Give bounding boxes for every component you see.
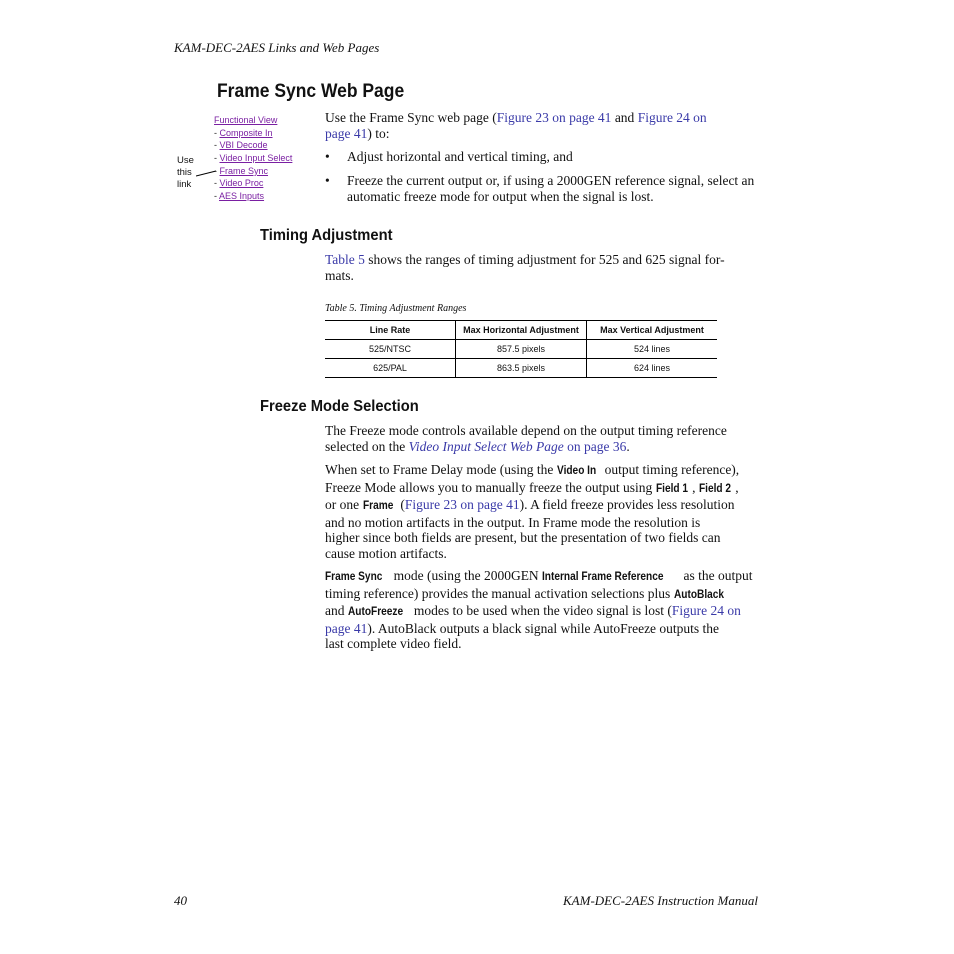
figure-24-link-2-cont[interactable]: page 41 xyxy=(325,620,368,636)
freeze-paragraph-2: When set to Frame Delay mode (using the Video In output timing reference), Freeze Mode allows you to manually freeze the output using Field 1 , Field 2 , or one Frame (Figure 23 on page 41). A field freeze provides less resolution and no motion artifacts in the output. In Frame mode the resolution is higher since both fields are present, but the presentation of two fields can cause motion artifacts. xyxy=(325,462,740,561)
video-input-select-link[interactable]: Video Input Select Web Page xyxy=(408,438,564,454)
manual-title: KAM-DEC-2AES Instruction Manual xyxy=(563,893,758,908)
timing-table xyxy=(325,320,717,378)
table-caption: Table 5. Timing Adjustment Ranges xyxy=(325,303,467,314)
timing-heading: Timing Adjustment xyxy=(260,227,393,244)
running-head: KAM-DEC-2AES Links and Web Pages xyxy=(174,40,380,55)
pointer-line xyxy=(196,168,218,178)
timing-paragraph: Table 5 shows the ranges of timing adjustment for 525 and 625 signal for- mats. xyxy=(325,252,725,283)
figure-24-link-cont[interactable]: page 41 xyxy=(325,125,368,141)
col-header: Max Vertical Adjustment xyxy=(587,321,718,340)
table-cell: 525/NTSC xyxy=(325,340,456,359)
figure-23-link-2[interactable]: Figure 23 on page 41 xyxy=(404,497,520,513)
table-row xyxy=(325,359,717,378)
col-header: Max Horizontal Adjustment xyxy=(456,321,587,340)
table-header-row xyxy=(325,321,717,340)
table-cell: 863.5 pixels xyxy=(456,359,587,378)
intro-paragraph: Use the Frame Sync web page (Figure 23 on page 41 and Figure 24 on page 41) to: xyxy=(325,110,707,141)
use-this-link-label: Use this link xyxy=(177,155,194,190)
freeze-heading: Freeze Mode Selection xyxy=(260,398,419,415)
page-heading: Frame Sync Web Page xyxy=(217,81,405,102)
table-cell: 524 lines xyxy=(587,340,718,359)
freeze-paragraph-3: Frame Sync mode (using the 2000GEN Internal Frame Reference as the output timing reference) provides the manual activation selections plus AutoBlack and AutoFreeze modes to be used when the video signal is lost (Figure 24 on page 41). AutoBlack outputs a black signal while AutoFreeze outputs the last complete video field. xyxy=(325,568,753,652)
figure-24-link[interactable]: Figure 24 on xyxy=(637,110,707,125)
nav-composite-in-link[interactable]: Composite In xyxy=(219,128,273,138)
nav-vbi-decode-link[interactable]: VBI Decode xyxy=(219,140,268,150)
table-cell: 624 lines xyxy=(587,359,718,378)
table-row xyxy=(325,340,717,359)
page-36-link[interactable]: on page 36 xyxy=(563,438,627,454)
table-cell: 625/PAL xyxy=(325,359,456,378)
nav-aes-inputs-link[interactable]: AES Inputs xyxy=(219,191,265,201)
table-5-link[interactable]: Table 5 xyxy=(325,252,365,267)
nav-functional-view-link[interactable]: Functional View xyxy=(214,115,278,125)
table-cell: 857.5 pixels xyxy=(456,340,587,359)
nav-frame-sync-link[interactable]: Frame Sync xyxy=(219,166,269,176)
nav-video-proc-link[interactable]: Video Proc xyxy=(219,178,264,188)
nav-video-input-select-link[interactable]: Video Input Select xyxy=(219,153,293,163)
page-number: 40 xyxy=(174,893,187,908)
col-header: Line Rate xyxy=(325,321,456,340)
figure-23-link[interactable]: Figure 23 on page 41 xyxy=(496,110,612,125)
freeze-paragraph-1: The Freeze mode controls available depend on the output timing reference selected on the Video Input Select Web Page on page 36. xyxy=(325,423,727,454)
figure-24-link-2[interactable]: Figure 24 on xyxy=(671,603,741,619)
